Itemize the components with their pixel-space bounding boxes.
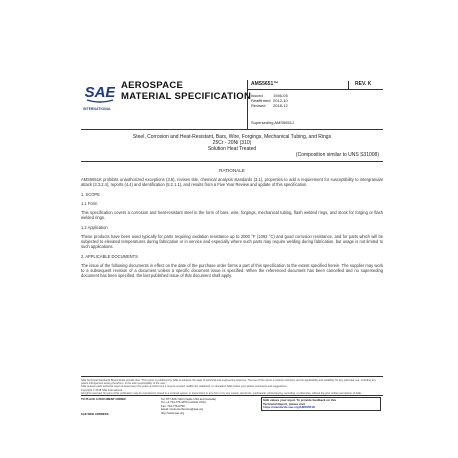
superseding-note: Superseding AMS5651J [251,120,294,125]
date-row: Issued 1946-05 [251,93,288,98]
legal-text-1: SAE Technical Standards Board Rules provide that: "This report is published by SAE to advance the state of technical and engineering sciences. The use of this report is entirely voluntary, and its applicability and suitability for any particular use, including any patent infringement arising therefrom, is the sole responsibility of the user." [81,379,376,386]
copyright: Copyright © 2018 SAE International [81,388,123,392]
section-2-heading: 2. APPLICABLE DOCUMENTS [81,254,138,259]
date-row: Reaffirmed 2012-10 [251,97,288,103]
docnum-row [248,80,383,90]
section-1-1-text: This specification covers a corrosion and heat-resistant steel in the form of bars, wire, forgings, mechanical tubing, flash welded rings, and stock for forging or flash welded rings. [81,210,383,220]
material-title-line-4: (Composition similar to UNS S31008) [295,152,379,158]
section-1-2-heading: 1.2 Application [81,225,108,230]
legal-footer [81,376,383,395]
sae-website-link[interactable]: http://www.sae.org [161,410,185,415]
rationale-heading: RATIONALE [219,168,245,173]
date-table [251,94,288,108]
material-title-block [81,130,383,162]
title-line-2: MATERIAL SPECIFICATION [121,91,252,102]
document-body [81,168,383,283]
legal-text-2: SAE reviews each technical report at least every five years at which time it may be revised, reaffirmed, stabilized, or cancelled. SAE invites your written comments and suggestions. [81,385,288,389]
section-1-heading: 1. SCOPE [81,192,100,197]
order-label: TO PLACE A DOCUMENT ORDER: [81,397,127,401]
sae-logo [85,80,115,106]
logo-subtitle: INTERNATIONAL [83,107,112,111]
section-1-1-heading: 1.1 Form [81,201,98,206]
feedback-box: SAE values your input. To provide feedback on this Technical Report, please visit https://standards.sae.org/AMS5651K [261,397,381,411]
svg-text:SAE: SAE [85,84,115,101]
material-title-line-1: Steel, Corrosion and Heat-Resistant, Bars, Wire, Forgings, Mechanical Tubing, and Rings [132,134,332,140]
rationale-text: AMS5651K prohibits unauthorized exceptions (3.6), revises title, chemical analysis standards (3.1), properties to add a requirement for susceptibility to intergranular attack (3.3.2.4), reports (4.4) and identification (5.2.1.1), and results from a Five Year Review and update of this specification. [81,177,383,187]
date-row: Revised 2018-12 [251,102,288,108]
document-page [81,70,383,420]
web-address-label: SAE WEB ADDRESS: [81,412,110,416]
spec-title [118,80,252,130]
material-title-line-2: 25Cr - 20Ni (310) [212,140,252,146]
material-title-line-3: Solution Heat Treated [207,146,257,152]
header-info [248,70,383,130]
footer-divider [81,376,383,377]
rights-text: All rights reserved. No part of this publication may be reproduced, stored in a retrieval system or transmitted, in any form or by any means, electronic, mechanical, photocopying, recording, or otherwise, without the prior written permission of SAE. [81,391,362,395]
revision-label: REV. K [348,81,371,90]
order-info [81,395,383,415]
section-2-text: The issue of the following documents in effect on the date of the purchase order forms a part of this specification to the extent specified herein. The supplier may work to a subsequent revision of a document unless a specific document issue is specified. When the referenced document has been cancelled and no superseding document has been specified, the last published issue of that document shall apply. [81,263,383,278]
section-1-2-text: These products have been used typically for parts requiring oxidation resistance up to 2000 °F (1093 °C) and good corrosion resistance, and for parts which will be subjected to elevated temperatures during fabrication or in service and especially where such parts may require welding during fabrication, but usage is not limited to such applications. [81,234,383,249]
document-header [81,70,383,130]
title-line-1: AEROSPACE [121,80,184,91]
contact-info: Tel: 877-606-7323 (inside USA and Canada) Tel: +1 724-776-4970 (outside USA) Fax: 724-776-0790 Email: CustomerService@sae.org http://www.sae.org [161,397,216,415]
feedback-link[interactable]: https://standards.sae.org/AMS5651K [263,405,316,410]
document-number: AMS5651™ [251,81,279,87]
